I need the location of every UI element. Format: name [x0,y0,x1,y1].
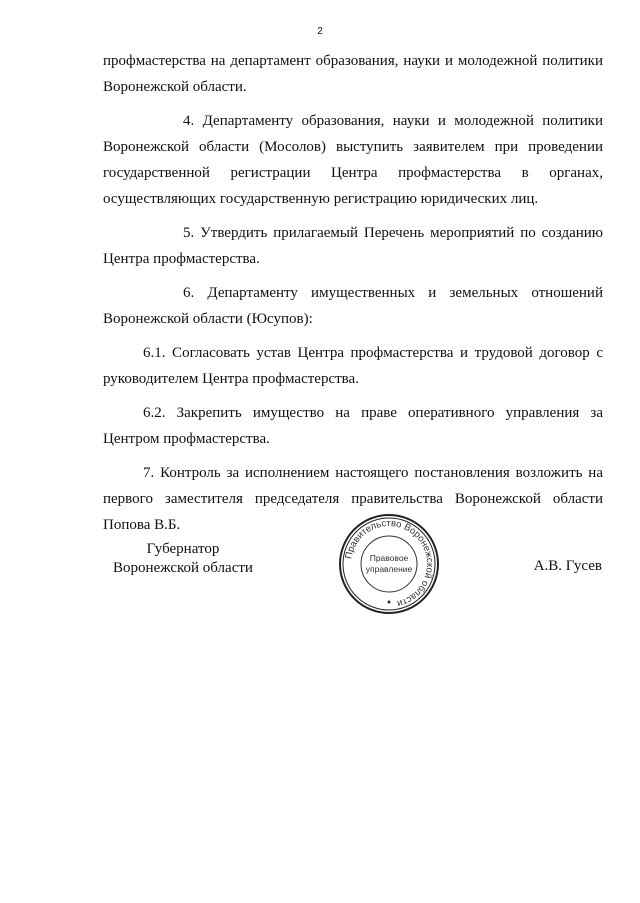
signatory-name: А.В. Гусев [533,558,602,574]
paragraph-text: Департаменту имущественных и земельных отношений Воронежской области (Юсупов): [103,285,603,327]
paragraph-text: 7. Контроль за исполнением настоящего постановления возложить на первого заместителя председателя правительства Воронежской области Попова В.Б. [103,465,603,533]
paragraph-5 [103,220,603,272]
paragraph-6 [103,280,603,332]
paragraph-6-1 [103,340,603,392]
signatory-title-line-2: Воронежской области [113,560,253,576]
paragraph-continuation [103,48,603,100]
paragraph-text: 6.1. Согласовать устав Центра профмастерства и трудовой договор с руководителем Центра профмастерства. [103,345,603,387]
document-body [103,48,603,546]
paragraph-text: Утвердить прилагаемый Перечень мероприятий по созданию Центра профмастерства. [103,225,603,267]
paragraph-number: 6. [183,285,195,301]
signatory-title-line-1: Губернатор [146,541,220,557]
paragraph-number: 5. [183,225,195,241]
page-number: 2 [317,26,323,37]
paragraph-4 [103,108,603,212]
paragraph-number: 4. [183,113,195,129]
signatory-title [103,540,263,578]
stamp-center-line-2: управление [365,564,413,574]
paragraph-text: профмастерства на департамент образования, науки и молодежной политики Воронежской области. [103,53,603,95]
stamp-ring-text: Правительство Воронежской области [343,517,436,610]
paragraph-text: 6.2. Закрепить имущество на праве оперативного управления за Центром профмастерства. [103,405,603,447]
stamp-seal-icon [337,512,441,616]
paragraph-text: Департаменту образования, науки и молодежной политики Воронежской области (Мосолов) выступить заявителем при проведении государственной регистрации Центра профмастерства в органах, осуществляющих государственную регистрацию юридических лиц. [103,113,603,207]
official-stamp [337,512,441,616]
stamp-center-line-1: Правовое [369,553,409,563]
paragraph-6-2 [103,400,603,452]
